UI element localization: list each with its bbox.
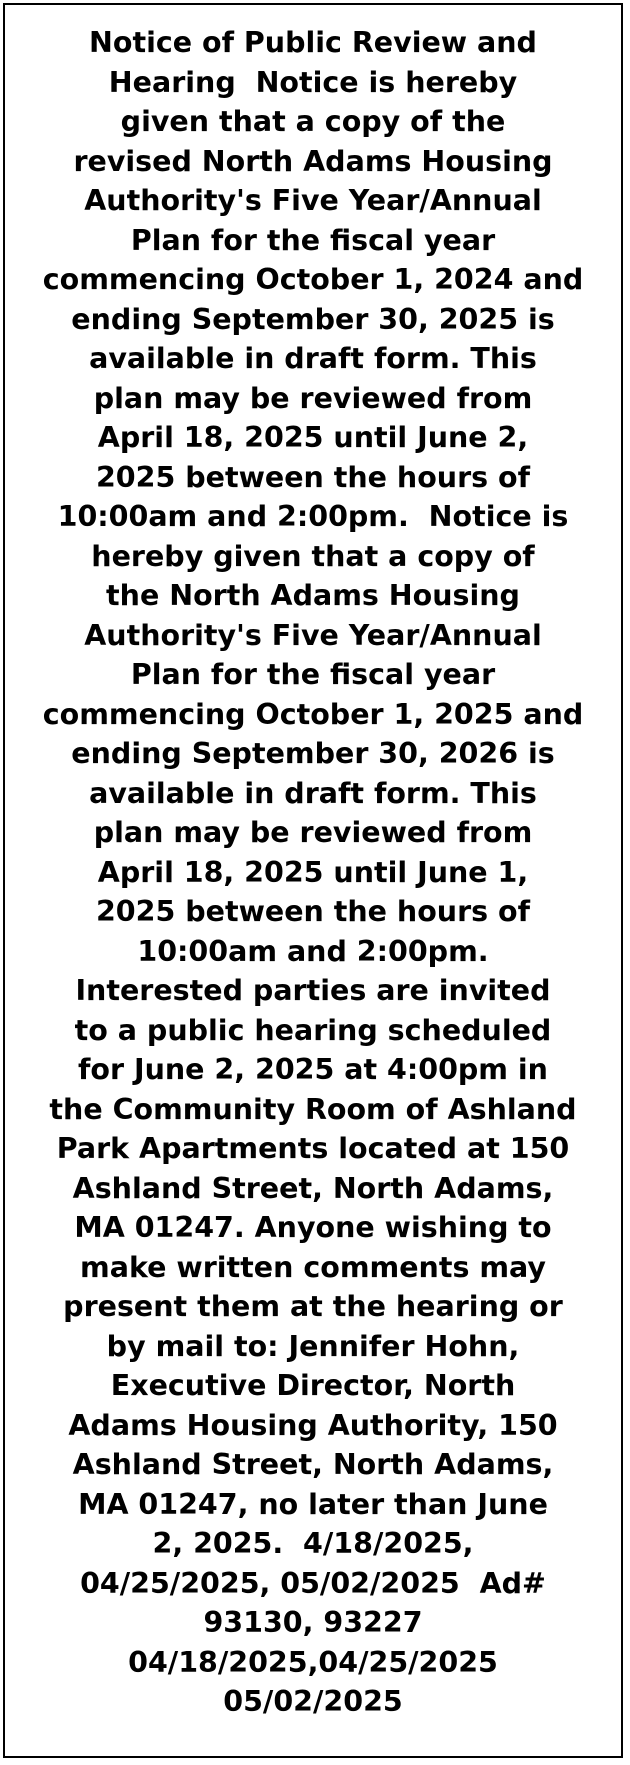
- notice-line: given that a copy of the: [120, 105, 506, 138]
- notice-line: plan may be reviewed from: [93, 381, 533, 415]
- notice-line: Ashland Street, North Adams,: [72, 1171, 554, 1205]
- notice-line: Hearing Notice is hereby: [108, 65, 518, 99]
- notice-line: Notice of Public Review and: [89, 26, 537, 59]
- notice-line: Authority's Five Year/Annual: [84, 184, 542, 217]
- notice-line: available in draft form. This: [89, 776, 537, 810]
- notice-line: Plan for the fiscal year: [130, 223, 496, 257]
- notice-line: MA 01247, no later than June: [78, 1487, 548, 1521]
- notice-body: [15, 23, 611, 1722]
- notice-line: Park Apartments located at 150: [56, 1132, 570, 1165]
- notice-line: April 18, 2025 until June 1,: [97, 855, 529, 889]
- notice-line: commencing October 1, 2024 and: [42, 263, 584, 296]
- notice-line: 10:00am and 2:00pm. Notice is: [57, 500, 569, 533]
- notice-line: plan may be reviewed from: [93, 816, 533, 849]
- notice-line: available in draft form. This: [89, 342, 537, 375]
- notice-line: 10:00am and 2:00pm.: [137, 934, 489, 968]
- notice-line: 04/25/2025, 05/02/2025 Ad#: [80, 1566, 546, 1600]
- notice-line: Authority's Five Year/Annual: [84, 618, 542, 652]
- notice-line: 2025 between the hours of: [95, 460, 531, 494]
- notice-line: Adams Housing Authority, 150: [68, 1408, 558, 1442]
- notice-frame: [3, 3, 623, 1758]
- notice-line: for June 2, 2025 at 4:00pm in: [78, 1053, 548, 1086]
- notice-line: ending September 30, 2025 is: [71, 302, 555, 336]
- notice-line: April 18, 2025 until June 2,: [97, 421, 529, 454]
- notice-line: Interested parties are invited: [75, 974, 551, 1007]
- notice-line: 04/18/2025,04/25/2025: [128, 1645, 498, 1679]
- notice-line: ending September 30, 2026 is: [71, 737, 555, 770]
- notice-line: Ashland Street, North Adams,: [72, 1448, 554, 1481]
- notice-line: revised North Adams Housing: [73, 144, 553, 178]
- notice-line: 05/02/2025: [223, 1685, 403, 1718]
- notice-line: to a public hearing scheduled: [74, 1013, 552, 1047]
- notice-line: the Community Room of Ashland: [49, 1092, 577, 1126]
- notice-line: commencing October 1, 2025 and: [42, 697, 584, 731]
- notice-line: 2, 2025. 4/18/2025,: [152, 1527, 474, 1560]
- notice-line: MA 01247. Anyone wishing to: [74, 1211, 552, 1244]
- notice-line: make written comments may: [80, 1250, 546, 1284]
- notice-line: 2025 between the hours of: [95, 895, 531, 928]
- notice-line: 93130, 93227: [203, 1606, 423, 1639]
- notice-line: Plan for the fiscal year: [130, 658, 496, 691]
- notice-line: present them at the hearing or: [63, 1290, 563, 1323]
- notice-line: the North Adams Housing: [106, 579, 520, 612]
- notice-line: Executive Director, North: [110, 1369, 516, 1402]
- notice-line: hereby given that a copy of: [91, 539, 535, 573]
- notice-line: by mail to: Jennifer Hohn,: [106, 1329, 520, 1363]
